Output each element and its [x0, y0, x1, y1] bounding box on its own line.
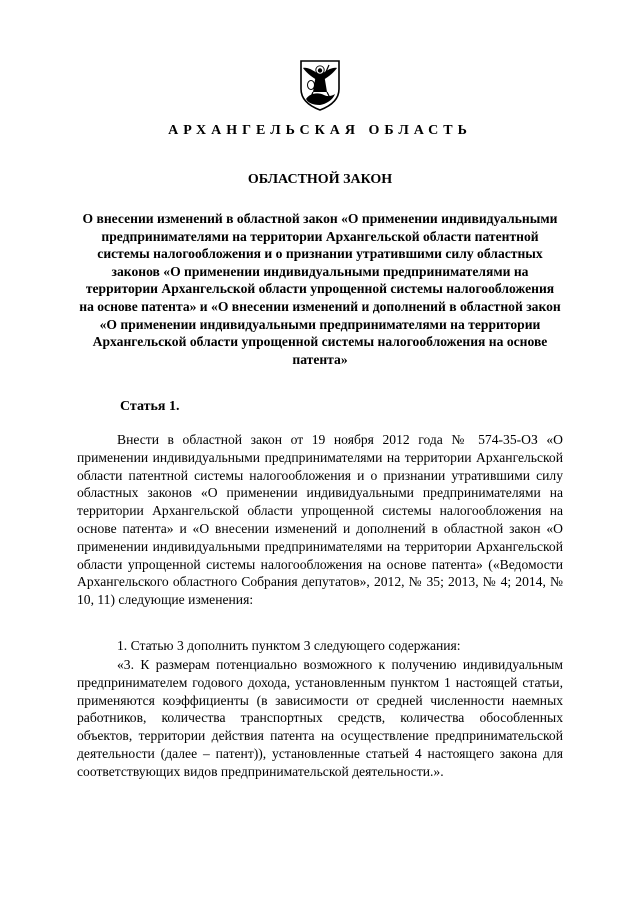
- paragraph-amendment-intro: Внести в областной закон от 19 ноября 2012 года № 574-35-ОЗ «О применении индивидуальными предпринимателями на территории Архангельской области патентной системы налогообложения и о признании утратившими силу областных законов «О применении индивидуальными предпринимателями на территории Архангельской области упрощенной системы налогообложения на основе патента» и «О внесении изменений и дополнений в областной закон «О применении индивидуальными предпринимателями на территории Архангельской области упрощенной системы налогообложения на основе патента» («Ведомости Архангельского областного Собрания депутатов», 2012, № 35; 2013, № 4; 2014, № 10, 11) следующие изменения:: [77, 432, 563, 608]
- paragraph-item-1: 1. Статью 3 дополнить пунктом 3 следующего содержания:: [117, 638, 461, 653]
- paragraph-item-1-text: «3. К размерам потенциально возможного к получению индивидуальным предпринимателем годового дохода, установленным пунктом 1 настоящей статьи, применяются коэффициенты (в зависимости от средней численности наемных работников, количества транспортных средств, количества обособленных объектов, территории действия патента на осуществление предпринимательской деятельности (далее – патент)), установленные статьей 4 настоящего закона для соответствующих видов предпринимательской деятельности.».: [77, 657, 563, 779]
- article-heading: Статья 1.: [120, 399, 180, 414]
- region-name: АРХАНГЕЛЬСКАЯ ОБЛАСТЬ: [168, 123, 472, 138]
- coat-of-arms-icon: [298, 59, 342, 111]
- law-title: О внесении изменений в областной закон «О применении индивидуальными предпринимателями на территории Архангельской области патентной системы налогообложения и о признании утратившими силу областных законов «О применении индивидуальными предпринимателями на территории Архангельской области упрощенной системы налогообложения на основе патента» и «О внесении изменений и дополнений в областной закон «О применении индивидуальными предпринимателями на территории Архангельской области упрощенной системы налогообложения на основе патента»: [79, 211, 561, 367]
- law-type-heading: ОБЛАСТНОЙ ЗАКОН: [247, 172, 393, 187]
